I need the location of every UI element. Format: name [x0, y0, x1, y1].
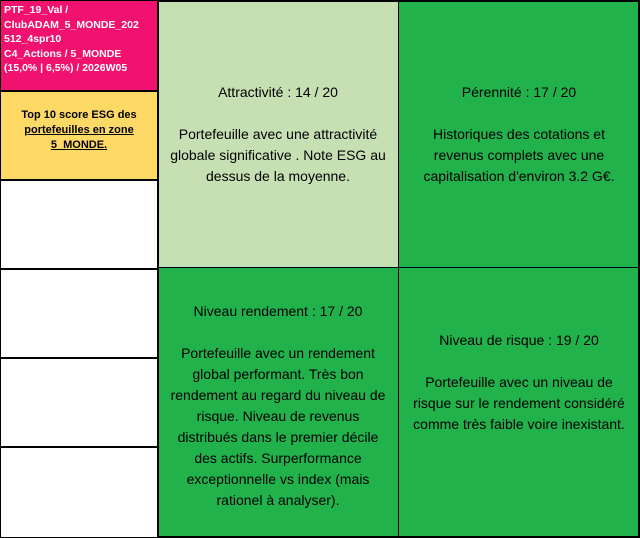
risque-panel	[398, 267, 640, 538]
top10-line: portefeuilles en zone	[24, 124, 134, 136]
risque-heading: Niveau de risque : 19 / 20	[439, 332, 599, 348]
perennite-text: Historiques des cotations et revenus complets avec une capitalisation d'environ 3.2 G€.	[423, 125, 615, 184]
perennite-heading: Pérennité : 17 / 20	[461, 83, 577, 100]
rendement-panel	[157, 267, 399, 538]
empty-cell	[0, 358, 158, 447]
rendement-heading: Niveau rendement : 17 / 20	[193, 302, 363, 319]
attractivite-panel	[157, 0, 399, 268]
perennite-panel	[398, 0, 640, 268]
empty-cell	[0, 269, 158, 358]
top10-line: 5_MONDE.	[50, 139, 108, 151]
portfolio-id-line: (15,0% | 6,5%) / 2026W05	[4, 62, 128, 74]
attractivite-heading: Attractivité : 14 / 20	[218, 83, 338, 100]
portfolio-id-line: ClubADAM_5_MONDE_202	[4, 18, 139, 31]
empty-cell	[0, 180, 158, 269]
portfolio-id-line: PTF_19_Val /	[4, 4, 69, 16]
portfolio-id-line: C4_Actions / 5_MONDE	[4, 47, 122, 60]
top10-esg-cell	[0, 91, 158, 180]
top10-line: Top 10 score ESG des	[21, 109, 137, 121]
empty-cell	[0, 447, 158, 538]
risque-text: Portefeuille avec un niveau de risque sur le rendement considéré comme très faible voire inexistant.	[413, 374, 625, 432]
portfolio-id-cell	[0, 0, 158, 91]
portfolio-id-line: 512_4spr10	[4, 33, 62, 45]
rendement-text: Portefeuille avec un rendement global performant. Très bon rendement au regard du niveau de risque. Niveau de revenus distribués dans le premier décile des actifs. Surperformance exceptionnelle vs index (mais rationel à analyser).	[170, 344, 386, 508]
attractivite-text: Portefeuille avec une attractivité globale significative . Note ESG au dessus de la moyenne.	[170, 125, 386, 184]
